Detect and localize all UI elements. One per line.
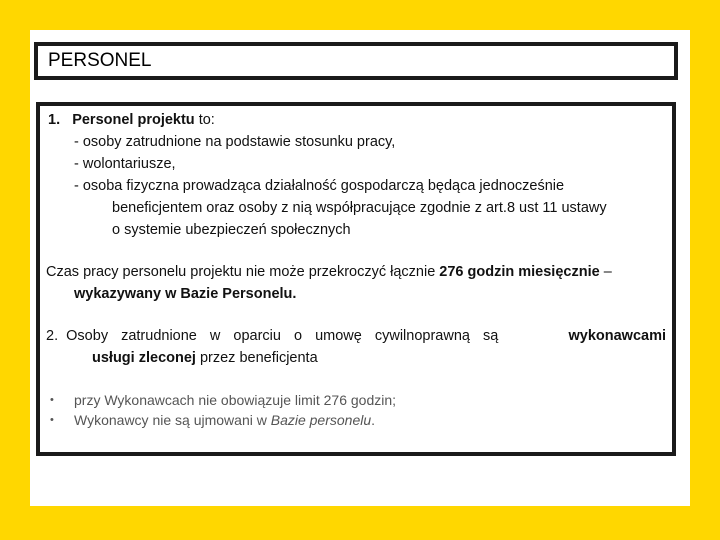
- slide-title: PERSONEL: [48, 50, 152, 71]
- section1-heading-bold: Personel projektu: [72, 112, 195, 128]
- section2-number: 2.: [46, 328, 59, 344]
- limit-hours: 276 godzin miesięcznie: [439, 264, 600, 280]
- bullet-item-2-start: Wykonawcy nie są ujmowani w: [74, 412, 271, 428]
- limit-dash: –: [599, 264, 612, 280]
- content-box: [36, 102, 676, 456]
- section1-continuation: beneficjentem oraz osoby z nią współpracujące zgodnie z art.8 ust 11 ustawy: [112, 200, 607, 216]
- section1-heading-rest: to:: [194, 112, 215, 128]
- bullet-icon: •: [50, 414, 54, 426]
- bullet-item-2: [74, 412, 375, 428]
- limit-paragraph: [46, 264, 612, 280]
- bullet-item-1: przy Wykonawcach nie obowiązuje limit 276 godzin;: [74, 392, 397, 408]
- limit-text-start: Czas pracy personelu projektu nie może przekroczyć łącznie: [46, 264, 440, 280]
- section1-item: - osoby zatrudnione na podstawie stosunku pracy,: [74, 134, 396, 150]
- section1-item: - wolontariusze,: [74, 156, 176, 172]
- section1-heading: [48, 112, 215, 128]
- section1-continuation: o systemie ubezpieczeń społecznych: [112, 222, 351, 238]
- section2-line2-bold: usługi zleconej: [92, 350, 196, 366]
- bullet-item-2-italic: Bazie personelu: [270, 412, 372, 428]
- section2-line1-start: Osoby zatrudnione w oparciu o umowę cywilnoprawną są: [66, 328, 499, 344]
- section1-number: 1.: [48, 112, 61, 128]
- limit-line2: wykazywany w Bazie Personelu.: [74, 286, 297, 302]
- title-box: [34, 42, 678, 80]
- section2-line1-bold: wykonawcami: [568, 328, 666, 344]
- slide: [30, 30, 690, 506]
- section2-line2: [92, 350, 318, 366]
- bullet-icon: •: [50, 394, 54, 406]
- section2-line2-rest: przez beneficjenta: [195, 350, 318, 366]
- section2-line1: [46, 328, 666, 344]
- section1-item: - osoba fizyczna prowadząca działalność gospodarczą będąca jednocześnie: [74, 178, 565, 194]
- bullet-item-2-end: .: [371, 412, 376, 428]
